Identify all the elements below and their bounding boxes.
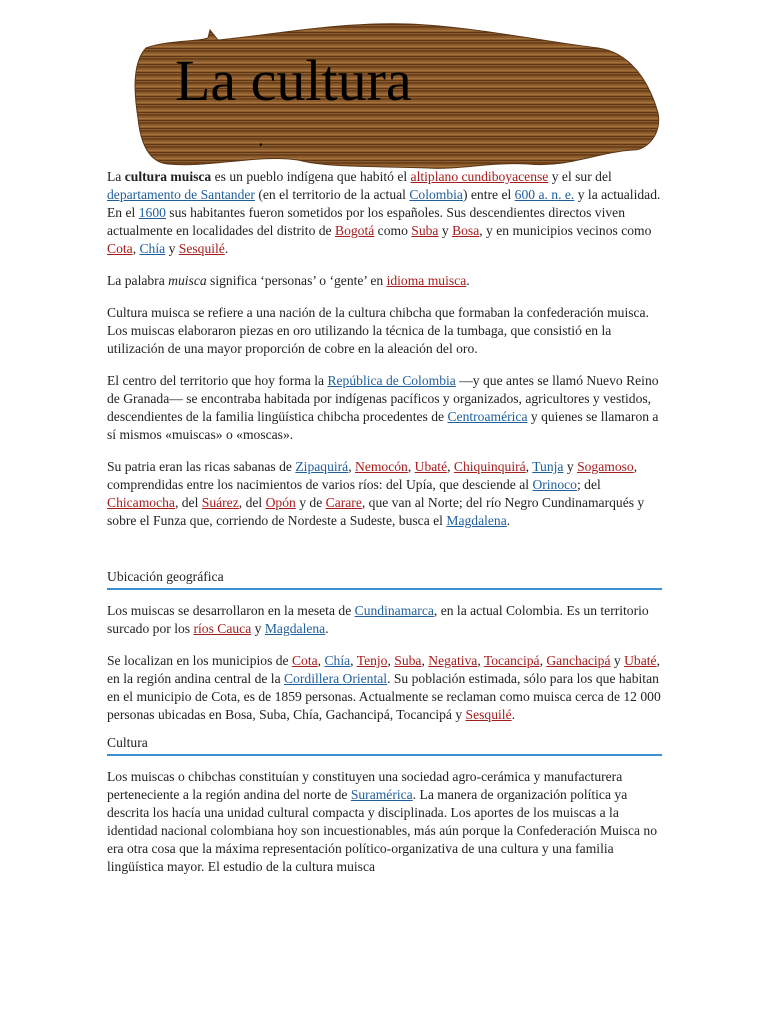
link-rios-cauca[interactable]: ríos Cauca	[193, 621, 252, 636]
intro-paragraph: La cultura muisca es un pueblo indígena que habitó el altiplano cundiboyacense y el sur del departamento de Santander (en el territorio de la actual Colombia) entre el 600 a. n. e. y la actualidad. En el 1600 sus habitantes fueron sometidos por los españoles. Sus descendientes directos viven actualmente en localidades del distrito de Bogotá como Suba y Bosa, y en municipios vecinos como Cota, Chía y Sesquilé.	[107, 169, 661, 256]
link-santander[interactable]: departamento de Santander	[107, 187, 255, 202]
link-sesquile[interactable]: Sesquilé	[178, 241, 225, 256]
section-heading-cultura: Cultura	[107, 734, 662, 756]
link-tocancipa[interactable]: Tocancipá	[483, 653, 540, 668]
link-chia-2[interactable]: Chía	[324, 653, 351, 668]
link-cordillera-oriental[interactable]: Cordillera Oriental	[284, 671, 388, 686]
link-tunja[interactable]: Tunja	[532, 459, 564, 474]
link-bogota[interactable]: Bogotá	[335, 223, 375, 238]
link-negativa[interactable]: Negativa	[428, 653, 478, 668]
article-body	[107, 168, 662, 890]
word-meaning-paragraph: La palabra muisca significa ‘personas’ o ‘gente’ en idioma muisca.	[107, 273, 470, 288]
link-suba[interactable]: Suba	[411, 223, 439, 238]
link-sogamoso[interactable]: Sogamoso	[577, 459, 634, 474]
link-tenjo[interactable]: Tenjo	[356, 653, 388, 668]
link-chiquinquira[interactable]: Chiquinquirá	[453, 459, 526, 474]
link-carare[interactable]: Carare	[325, 495, 362, 510]
link-sesquile-2[interactable]: Sesquilé	[465, 707, 512, 722]
link-suramerica[interactable]: Suramérica	[350, 787, 413, 802]
link-ganchacipa[interactable]: Ganchacipá	[546, 653, 611, 668]
link-1600[interactable]: 1600	[138, 205, 166, 220]
title-dot: .	[258, 126, 264, 151]
link-opon[interactable]: Opón	[265, 495, 296, 510]
bold-term: cultura muisca	[124, 169, 212, 184]
italic-term: muisca	[168, 273, 207, 288]
link-ubate[interactable]: Ubaté	[414, 459, 448, 474]
link-bosa[interactable]: Bosa	[452, 223, 480, 238]
page-title: La cultura	[175, 48, 412, 113]
homeland-paragraph: Su patria eran las ricas sabanas de Zipaquirá, Nemocón, Ubaté, Chiquinquirá, Tunja y Sogamoso, comprendidas entre los nacimientos de varios ríos: del Upía, que desciende al Orinoco; del Chicamocha, del Suárez, del Opón y de Carare, que van al Norte; del río Negro Cundinamarqués y sobre el Funza que, corriendo de Nordeste a Sudeste, busca el Magdalena.	[107, 459, 645, 528]
chibcha-paragraph: Cultura muisca se refiere a una nación de la cultura chibcha que formaban la confederación muisca. Los muiscas elaboraron piezas en oro utilizando la técnica de la tumbaga, que consistió en la utilización de una mayor proporción de cobre en la aleación del oro.	[107, 305, 649, 356]
territory-paragraph: El centro del territorio que hoy forma la República de Colombia —y que antes se llamó Nuevo Reino de Granada— se encontraba habitada por indígenas pacíficos y organizados, agricultores y vestidos, descendientes de la familia lingüística chibcha procedentes de Centroamérica y quienes se llamaron a sí mismos «muiscas» o «moscas».	[107, 373, 659, 442]
link-magdalena-2[interactable]: Magdalena	[264, 621, 326, 636]
culture-paragraph: Los muiscas o chibchas constituían y constituyen una sociedad agro-cerámica y manufacturera perteneciente a la región andina del norte de Suramérica. La manera de organización política ya descrita los hacía una unidad cultural compacta y disciplinada. Los aportes de los muiscas a la identidad nacional colombiana hoy son incuestionables, más aún porque la Confederación Muisca no era otra cosa que la máxima representación político-organizativa de una cultura y una familia lingüística mayor. El estudio de la cultura muisca	[107, 769, 658, 874]
link-chia[interactable]: Chía	[139, 241, 166, 256]
link-cundinamarca[interactable]: Cundinamarca	[354, 603, 434, 618]
section-heading-ubicacion: Ubicación geográfica	[107, 568, 662, 590]
link-zipaquira[interactable]: Zipaquirá	[295, 459, 349, 474]
link-cota-2[interactable]: Cota	[291, 653, 318, 668]
link-colombia[interactable]: Colombia	[409, 187, 463, 202]
municipalities-paragraph: Se localizan en los municipios de Cota, Chía, Tenjo, Suba, Negativa, Tocancipá, Ganchacipá y Ubaté, en la región andina central de la Cordillera Oriental. Su población estimada, sólo para los que habitan en el municipio de Cota, es de 1859 personas. Actualmente se reclaman como muisca cerca de 12 000 personas ubicadas en Bosa, Suba, Chía, Gachancipá, Tocancipá y Sesquilé.	[107, 653, 661, 722]
link-nemocon[interactable]: Nemocón	[355, 459, 408, 474]
link-suarez[interactable]: Suárez	[201, 495, 239, 510]
link-cota[interactable]: Cota	[107, 241, 133, 256]
link-suba-2[interactable]: Suba	[394, 653, 422, 668]
link-republica-colombia[interactable]: República de Colombia	[327, 373, 456, 388]
link-orinoco[interactable]: Orinoco	[532, 477, 577, 492]
link-idioma-muisca[interactable]: idioma muisca	[386, 273, 467, 288]
location-paragraph: Los muiscas se desarrollaron en la meseta de Cundinamarca, en la actual Colombia. Es un territorio surcado por los ríos Cauca y Magdalena.	[107, 603, 649, 636]
link-chicamocha[interactable]: Chicamocha	[107, 495, 175, 510]
link-600[interactable]: 600 a. n. e.	[514, 187, 575, 202]
link-altiplano[interactable]: altiplano cundiboyacense	[410, 169, 549, 184]
link-centroamerica[interactable]: Centroamérica	[447, 409, 528, 424]
link-ubate-2[interactable]: Ubaté	[624, 653, 657, 668]
link-magdalena[interactable]: Magdalena	[446, 513, 507, 528]
